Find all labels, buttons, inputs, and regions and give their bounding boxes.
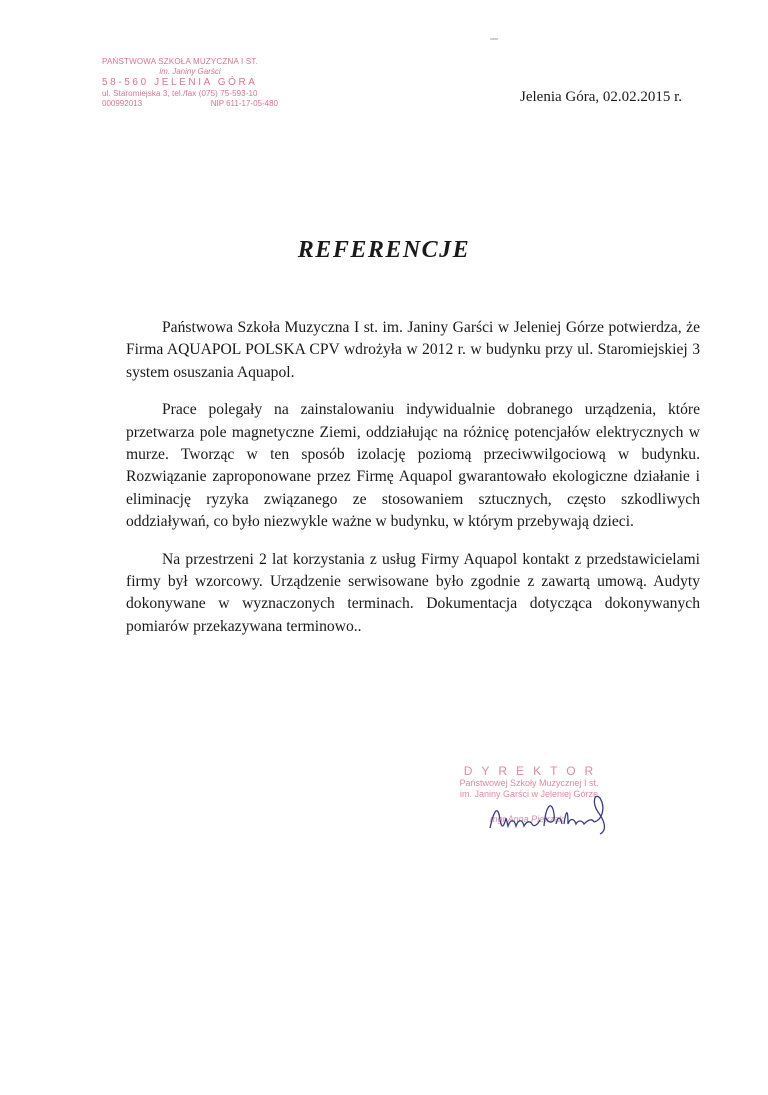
stamp-institution: Państwowej Szkoły Muzycznej I st. — [459, 778, 599, 788]
paragraph-cooperation: Na przestrzeni 2 lat korzystania z usług Firmy Aquapol kontakt z przedstawicielami firmy był wzorcowy. Urządzenie serwisowane było zgodnie z zawartą umową. Audyty dokonywane w wyznaczonych terminach. Dokumentacja dotycząca dokonywanych pomiarów przekazywana terminowo.. — [126, 550, 700, 635]
letter-body — [126, 317, 700, 653]
paragraph-work-description: Prace polegały na zainstalowaniu indywidualnie dobranego urządzenia, które przetwarza pole magnetyczne Ziemi, oddziałując na różnicę potencjałów elektrycznych w murze. Tworząc w ten sposób izolację poziomą przeciwwilgociową w budynku. Rozwiązanie zaproponowane przez Firmę Aquapol gwarantowało ekologiczne działanie i eliminację ryzyka związanego ze stosowaniem sztucznych, często szkodliwych oddziaływań, co było niezwykle ważne w budynku, w którym przebywają dzieci. — [126, 401, 700, 531]
stamp-role: DYREKTOR — [463, 764, 603, 778]
school-header-stamp — [102, 57, 278, 109]
stamp-ids — [102, 99, 278, 109]
letter-date: Jelenia Góra, 02.02.2015 r. — [520, 89, 683, 105]
stamp-regon: 000992013 — [102, 99, 143, 108]
stamp-institution-location: im. Janiny Garści w Jeleniej Górze — [459, 789, 599, 799]
paragraph-confirmation: Państwowa Szkoła Muzyczna I st. im. Janiny Garści w Jeleniej Górze potwierdza, że Firma AQUAPOL POLSKA CPV wdrożyła w 2012 r. w budynku przy ul. Staromiejskiej 3 system osuszania Aquapol. — [126, 319, 700, 381]
paper-mark — [490, 38, 498, 40]
stamp-school-name: PAŃSTWOWA SZKOŁA MUZYCZNA I ST. — [102, 57, 258, 66]
stamp-patron: im. Janiny Garści — [159, 67, 221, 76]
stamp-nip: NIP 611-17-05-480 — [210, 99, 278, 108]
stamp-city: 58-560 JELENIA GÓRA — [102, 77, 258, 88]
letter-title: REFERENCJE — [297, 237, 471, 263]
stamp-director-name: mgr Anna Pietrzak — [490, 814, 564, 824]
handwritten-signature — [482, 790, 622, 838]
stamp-address: ul. Staromiejska 3, tel./fax (075) 75-593-10 — [102, 89, 258, 98]
